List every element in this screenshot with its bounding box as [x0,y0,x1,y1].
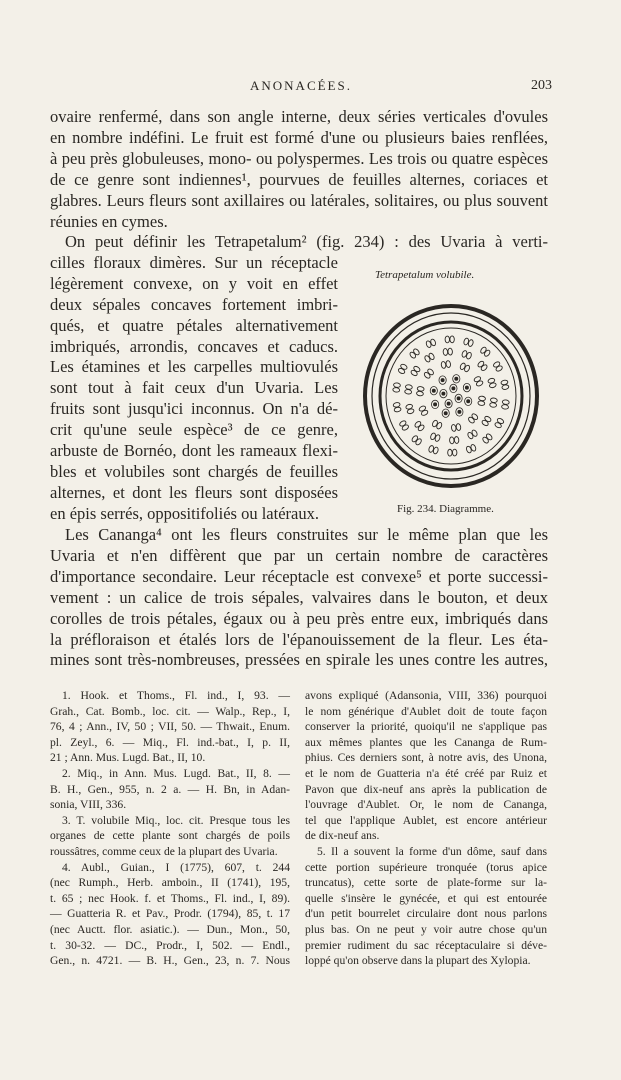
stamen-mark [478,396,486,406]
footnote-line: tel que l'applique Aublet, est encore antérieur [305,813,547,827]
footnote-line: conserver la priorité, quoiqu'il ne s'applique pas [305,720,547,734]
stamen-mark [411,435,422,446]
stamen-mark [431,420,442,430]
stamen-mark [393,402,401,412]
ovule-mark [434,403,437,406]
text-line: vement : un calice de trois sépales, valvaires dans le bouton, et deux [50,587,548,607]
text-line: légèrement convexe, on y voit en effet [50,273,338,293]
text-line: Uvaria et n'en diffèrent que par un certain nombre de caractères [50,545,548,565]
ovule-mark [432,389,435,392]
footnote-line: truncatus), cette sorte de plate-forme sur la- [305,876,547,890]
stamen-mark [473,376,483,387]
stamen-mark [463,338,474,347]
footnote-line: le nom générique d'Aublet doit de toute façon [305,704,547,718]
text-line: de ce genre sont indiennes¹, pourvues de feuilles alternes, coriaces et [50,169,548,189]
footnote-line: sonia, VIII, 336. [50,798,127,812]
stamen-mark [398,363,408,374]
footnote-line: — Guatteria R. et Pav., Prodr. (1794), 85, t. 17 [50,907,290,921]
footnote-line: 5. Il a souvent la forme d'un dôme, sauf dans [317,844,547,858]
stamen-mark [477,360,488,371]
stamen-mark [467,429,478,439]
text-line: sont tout à fait ceux d'un Uvaria. Les [50,378,338,398]
stamen-mark [501,399,509,409]
footnote-line: 76, 4 ; Ann., IV, 50 ; VII, 50. — Thwait., Enum. [50,720,290,734]
ovule-mark [458,410,461,413]
ovule-mark [444,412,447,415]
footnotes-left-column [50,688,290,969]
text-line: deux sépales concaves fortement imbri- [50,294,338,314]
footnote-line: aux mêmes plantes que les Cananga de Rum- [305,735,547,749]
ovule-mark [465,386,468,389]
stamen-mark [404,384,412,394]
footnote-line: d'un petit bourrelet circulaire dont nous parlons [305,907,547,921]
footnote-line: Gen., n. 4721. — B. H., Gen., 23, n. 7. Nous [50,954,290,968]
ovule-mark [452,387,455,390]
text-line: d'importance secondaire. Leur réceptacle est convexe⁵ et porte successi- [50,566,548,586]
stamen-mark [441,360,451,368]
floral-diagram [361,301,541,491]
stamen-mark [494,417,504,428]
footnote-line: (nec Rumph., Herb. amboin., II (1741), 195, [50,876,290,890]
text-line: corolles de trois pétales, égaux ou à peu près entre eux, imbriqués dans [50,608,548,628]
stamen-mark [448,449,457,456]
footnote-line: avons expliqué (Adansonia, VIII, 336) pourquoi [305,689,547,702]
stamen-mark [405,404,414,415]
text-line: réunies en cymes. [50,211,168,231]
footnote-line: premier rudiment du sac réceptaculaire si déve- [305,938,547,952]
footnote-line: 21 ; Ann. Mus. Lugd. Bat., II, 10. [50,751,206,765]
stamen-mark [489,398,497,408]
stamen-mark [428,445,439,454]
ovule-mark [442,392,445,395]
text-line: ovaire renfermé, dans son angle interne, deux séries verticales d'ovules [50,107,548,126]
ovule-mark [441,379,444,382]
stamen-mark [451,423,461,431]
page-number: 203 [531,78,552,93]
footnote-line: l'ouvrage d'Aublet. Or, le nom de Cananga, [305,798,547,812]
ovule-mark [457,397,460,400]
footnote-line: Pavon que dix-neuf ans après la publication de [305,782,547,796]
text-line: bles et volubiles sont chargés de feuilles [50,461,338,481]
stamen-mark [399,420,410,431]
footnote-line: phius. Ces derniers sont, à notre avis, des Unona, [305,751,547,765]
footnote-line: cette portion supérieure tronquée (torus apice [305,860,547,874]
text-line: glabres. Leurs fleurs sont axillaires ou latérales, solitaires, ou plus souvent [50,190,548,210]
footnote-line: 3. T. volubile Miq., loc. cit. Presque tous les [62,813,290,827]
ovule-mark [467,400,470,403]
paragraph-3 [50,525,548,671]
stamen-mark [393,382,401,392]
text-line: qués, et quatre pétales alternativement [50,315,338,335]
running-head-title: ANONACÉES. [250,78,352,93]
ovule-mark [447,402,450,405]
text-line: Les Cananga⁴ ont les fleurs construites sur le même plan que les [65,525,548,544]
footnote-line: plus bas. On ne peut y voir autre chose qu'un [305,922,547,936]
footnote-line: 2. Miq., in Ann. Mus. Lugd. Bat., II, 8. — [62,766,290,780]
outer-ring-inner-edge [372,313,530,479]
stamen-mark [414,420,425,431]
footnote-line: roussâtres, comme ceux de la plupart des Uvaria. [50,844,278,858]
stamen-mark [459,362,470,372]
stamen-mark [480,346,491,357]
text-line: crit qu'une seule espèce³ de ce genre, [50,420,338,440]
footnote-line: B. H., Gen., 955, n. 2 a. — H. Bn, in Adan- [50,782,290,796]
stamen-mark [482,433,493,444]
ovule-mark [455,377,458,380]
text-line: imbriqués, arrondis, concaves et caducs. [50,336,338,356]
stamen-mark [461,350,472,360]
stamen-mark [424,352,435,362]
footnote-line: et le nom de Guatteria n'a été créé par Ruiz et [305,766,547,780]
stamen-mark [467,413,478,424]
figure-234 [355,265,550,525]
stamen-mark [410,365,421,376]
footnotes-right-column [305,688,547,969]
footnote-line: pl. Zeyl., 6. — Miq., Fl. ind.-bat., I, p. II, [50,735,290,749]
text-line: en nombre indéfini. Le fruit est formé d'une ou plusieurs baies renflées, [50,127,548,147]
text-line: Les étamines et les carpelles multiovulés [50,357,338,377]
footnote-line: 4. Aubl., Guian., I (1775), 607, t. 244 [62,860,290,874]
text-line: alternes, et dont les fleurs sont disposées [50,482,338,502]
inner-ring [380,322,522,470]
paragraph-2-narrow-column [50,253,338,525]
footnote-line: organes de cette plante sont chargés de poils [50,829,290,843]
footnote-line: de dix-neuf ans. [305,829,380,843]
stamen-mark [418,405,428,416]
footnote-line: loppé qu'on observe dans la plupart des Xylopia. [305,954,531,968]
text-line: cilles floraux dimères. Sur un réceptacle [50,252,338,272]
stamen-mark [449,436,459,443]
figure-title: Tetrapetalum volubile. [375,269,475,281]
text-line: la préfloraison et étalés lors de l'épanouissement de la fleur. Les éta- [50,629,548,649]
paragraph-1 [50,107,548,232]
text-line: On peut définir les Tetrapetalum² (fig. 234) : des Uvaria à verti- [65,232,548,251]
text-line: arbuste de Bornéo, dont les rameaux flexi- [50,441,338,461]
footnote-line: t. 30-32. — DC., Prodr., I, 502. — Endl., [50,938,290,952]
text-line: mines sont très-nombreuses, pressées en spirale les unes contre les autres, [50,650,548,670]
footnote-line: 1. Hook. et Thoms., Fl. ind., I, 93. — [62,689,290,702]
stamen-group [393,336,510,456]
footnote-line: quelle s'insère le gynécée, et qui est entourée [305,891,547,905]
stamen-mark [445,336,454,343]
stamen-mark [487,378,496,389]
text-line: en épis serrés, oppositifoliés ou latéraux. [50,503,319,523]
text-line: fruits sont jusqu'ici inconnus. On n'a dé- [50,399,338,419]
text-line: à peu près globuleuses, mono- ou polyspermes. Les trois ou quatre espèces [50,148,548,168]
footnote-line: (nec Auctt. flor. asiatic.). — Dun., Mon., 50, [50,922,290,936]
figure-caption: Fig. 234. Diagramme. [397,503,494,515]
outer-ring [365,306,537,486]
stamen-mark [423,368,434,379]
stamen-mark [501,380,509,390]
stamen-mark [409,348,420,359]
stamen-mark [430,432,441,442]
footnote-line: t. 65 ; nec Hook. f. et Thoms., Fl. ind., I, 89). [50,891,290,905]
stamen-mark [443,348,453,355]
stamen-mark [425,338,436,348]
carpel-group [430,375,472,418]
footnote-line: Grah., Cat. Bomb., loc. cit. — Walp., Rep., I, [50,704,290,718]
stamen-mark [416,386,424,396]
stamen-mark [466,444,477,454]
stamen-mark [481,415,492,426]
stamen-mark [493,361,504,372]
